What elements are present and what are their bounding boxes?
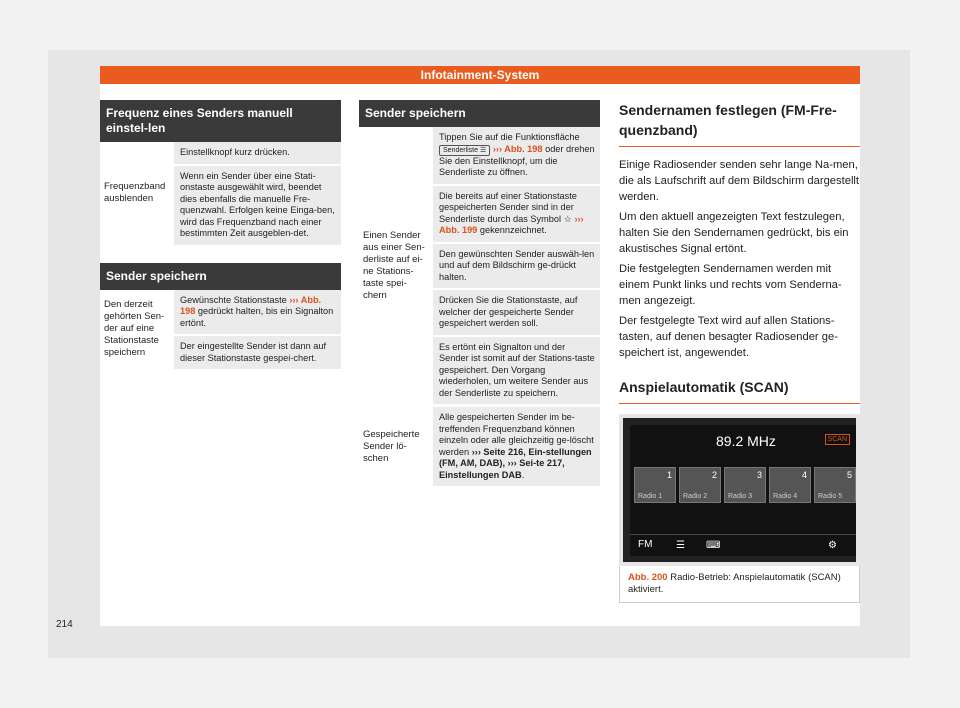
figure-caption — [619, 566, 860, 603]
preset-label: Radio 1 — [638, 493, 663, 500]
figure-radio-screen — [619, 414, 860, 566]
radio-display — [630, 425, 856, 556]
preset-label: Radio 4 — [773, 493, 798, 500]
table-label: Gespeicherte Sender lö-schen — [359, 407, 433, 486]
text: Gewünschte Stationstaste — [180, 294, 287, 305]
text: gedrückt halten, bis ein Signalton ertönt. — [180, 306, 334, 328]
text: . — [521, 469, 525, 480]
preset-number: 2 — [711, 470, 717, 480]
table-cell: Der eingestellte Sender ist dann auf dieser Stationstaste gespei-chert. — [174, 334, 341, 369]
paragraph: Die festgelegten Sendernamen werden mit einem Punkt links und rechts vom Senderna-men angezeigt. — [619, 263, 842, 307]
text: Tippen Sie auf die Funktionsfläche — [439, 132, 580, 142]
table-label: Frequenzband ausblenden — [100, 142, 174, 245]
button-label: Senderliste — [443, 146, 479, 154]
list-icon: ☰ — [676, 540, 685, 551]
table-cell: Es ertönt ein Signalton und der Sender ist somit auf der Stations-taste gespeichert. Den Vorgang wiederholen, um weitere Sender aus der Senderliste zu speichern. — [433, 335, 600, 405]
text: Alle gespeicherten Sender im be-treffenden Frequenzband können einzeln oder alle gleichzeitig ge-löscht werden — [439, 412, 594, 457]
radio-bottom-bar — [630, 534, 856, 556]
text: gekennzeichnet. — [479, 225, 547, 235]
table-cell — [433, 407, 600, 486]
band-label: FM — [638, 539, 653, 550]
chapter-title: Infotainment-System — [100, 66, 860, 84]
paragraph: Um den aktuell angezeigten Text festzulegen, halten Sie den Sendernamen gedrückt, bis ein akustisches Signal ertönt. — [619, 211, 849, 255]
page-ref-link[interactable]: ››› Seite 216, Ein-stellungen (FM, AM, DAB), ››› Sei-te 217, Einstellungen DAB — [439, 446, 592, 480]
paragraph: Einige Radiosender senden sehr lange Na-men, die als Laufschrift auf dem Bildschirm dargestellt werden. — [619, 159, 860, 203]
preset-number: 4 — [801, 470, 807, 480]
table — [359, 404, 600, 486]
figure-number: Abb. 200 — [628, 572, 668, 583]
preset-number: 3 — [756, 470, 762, 480]
preset-button — [814, 467, 856, 503]
frequency-readout: 89.2 MHz — [716, 433, 776, 449]
heading-text: Anspielautomatik (SCAN) — [619, 379, 789, 395]
figure-ref-link[interactable]: ››› Abb. 198 — [492, 143, 543, 154]
column-left — [100, 100, 341, 369]
section-heading — [619, 100, 860, 147]
preset-label: Radio 3 — [728, 493, 753, 500]
scan-button: SCAN — [825, 434, 850, 445]
table — [359, 127, 600, 404]
table — [100, 142, 341, 245]
preset-button — [769, 467, 811, 503]
list-icon: ☰ — [479, 146, 487, 154]
table-cell — [433, 127, 600, 184]
preset-button — [724, 467, 766, 503]
keyboard-icon: ⌨ — [706, 540, 721, 551]
preset-row — [634, 467, 856, 503]
heading-text: Sendernamen festlegen (FM-Fre-quenzband) — [619, 102, 837, 138]
preset-label: Radio 2 — [683, 493, 708, 500]
table-cell: Den gewünschten Sender auswäh-len und auf dem Bildschirm ge-drückt halten. — [433, 242, 600, 289]
paragraph: Der festgelegte Text wird auf allen Stations-tasten, auf denen besagter Radiosender ge-speichert ist, angewendet. — [619, 315, 838, 359]
figure-ref-link[interactable]: ››› Abb. 199 — [439, 213, 584, 235]
caption-text: Radio-Betrieb: Anspielautomatik (SCAN) aktiviert. — [628, 572, 841, 595]
text: oder drehen Sie den Einstellknopf, um die Senderliste zu öffnen. — [439, 143, 595, 177]
table-cell — [174, 290, 341, 335]
column-right — [619, 100, 860, 603]
text: Die bereits auf einer Stationstaste gespeicherten Sender sind in der Senderliste durch das Symbol — [439, 190, 577, 224]
gear-icon: ⚙ — [828, 540, 837, 551]
table-label: Den derzeit gehörten Sen-der auf eine Stationstaste speichern — [100, 290, 174, 370]
table-title: Sender speichern — [359, 100, 600, 127]
table-title: Frequenz eines Senders manuell einstel-len — [100, 100, 341, 142]
table — [100, 290, 341, 370]
table-cell: Einstellknopf kurz drücken. — [174, 142, 341, 164]
figure-ref-link[interactable]: ››› Abb. 198 — [180, 294, 322, 316]
senderliste-button — [439, 145, 490, 156]
star-icon: ☆ — [563, 213, 572, 224]
preset-number: 1 — [666, 470, 672, 480]
table-cell: Wenn ein Sender über eine Stati-onstaste ausgewählt wird, beendet dies ebenfalls die manuelle Fre-quenzwahl. Erfolgen keine Einga-ben, wird das Frequenzband nach einer bestimmten Zeit ausgeblen-det. — [174, 164, 341, 245]
preset-label: Radio 5 — [818, 493, 843, 500]
preset-button — [679, 467, 721, 503]
preset-button — [634, 467, 676, 503]
table-title: Sender speichern — [100, 263, 341, 290]
table-label: Einen Sender aus einer Sen-derliste auf ei-ne Stations-taste spei-chern — [359, 127, 433, 404]
section-heading — [619, 377, 860, 404]
table-cell: Drücken Sie die Stationstaste, auf welcher der gespeicherte Sender gespeichert werden soll. — [433, 288, 600, 335]
preset-number: 5 — [846, 470, 852, 480]
page-number: 214 — [56, 619, 73, 630]
table-cell — [433, 184, 600, 242]
column-middle — [359, 100, 600, 486]
